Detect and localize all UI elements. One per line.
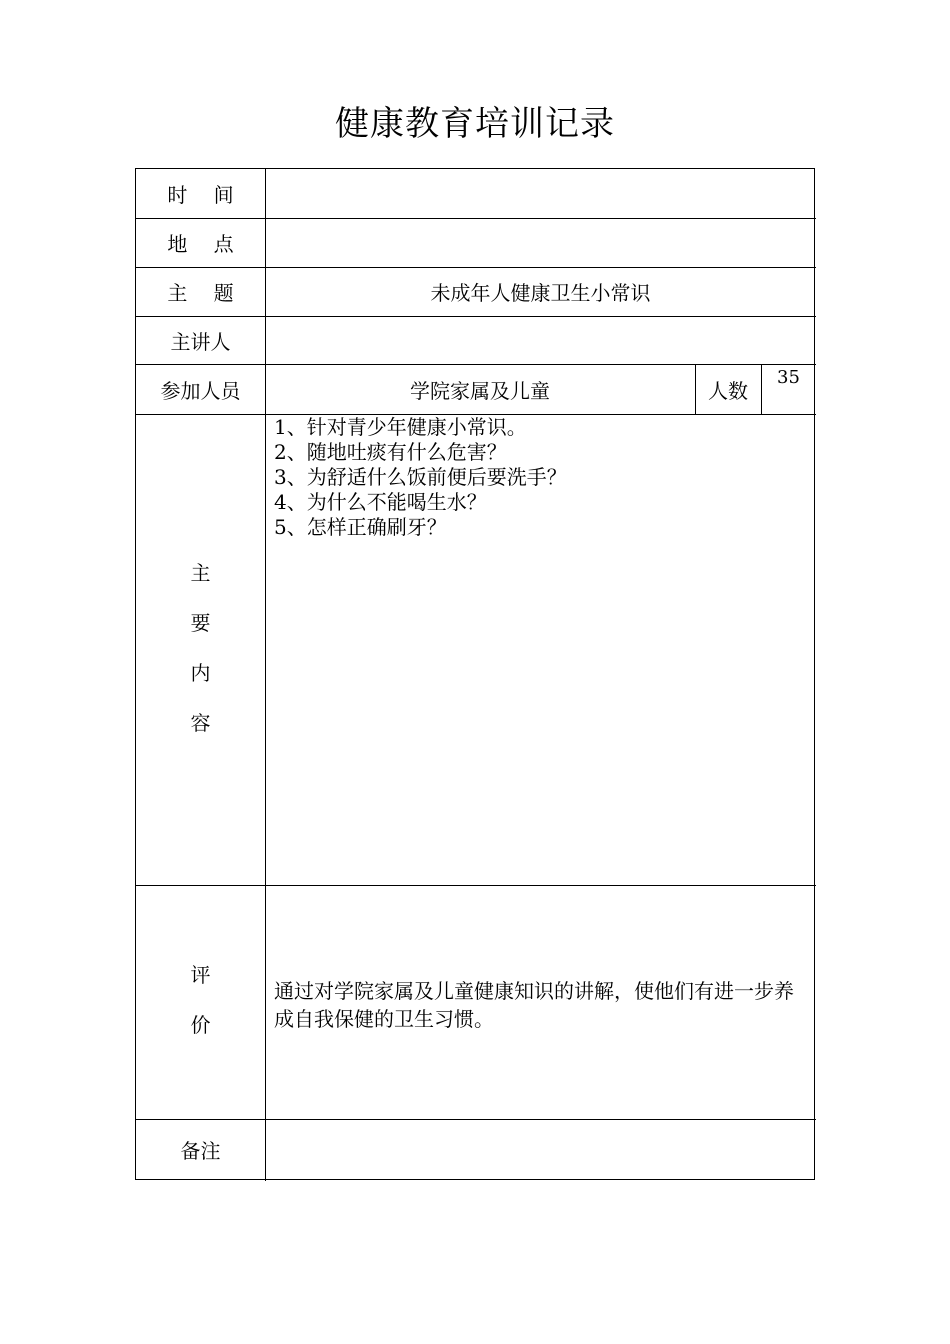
row-divider [136,885,816,886]
remarks-field[interactable] [265,1119,816,1179]
speaker-field[interactable] [265,316,816,364]
list-item: 4、为什么不能喝生水？ [274,490,487,514]
participants-field[interactable]: 学院家属及儿童 [410,378,550,403]
list-item: 2、随地吐痰有什么危害？ [274,440,507,464]
place-label: 地 点 [167,232,244,256]
content-label-char: 要 [190,611,211,635]
topic-label: 主 题 [167,281,244,305]
time-field[interactable] [265,169,816,218]
record-table [135,168,815,1180]
participants-label: 参加人员 [160,378,241,403]
count-field[interactable]: 35 [777,367,800,388]
list-item: 3、为舒适什么饭前便后要洗手？ [274,465,567,489]
topic-field[interactable]: 未成年人健康卫生小常识 [430,281,651,305]
content-label-char: 主 [190,561,211,585]
content-list[interactable] [274,415,804,540]
time-label: 时 间 [167,183,244,207]
evaluation-label-char: 价 [190,1013,211,1037]
page-title: 健康教育培训记录 [335,104,615,144]
evaluation-label-char: 评 [190,963,211,987]
content-label-char: 内 [190,661,211,685]
list-item: 1、针对青少年健康小常识。 [274,415,527,439]
evaluation-label [136,963,265,1063]
content-label-char: 容 [190,711,211,735]
speaker-label: 主讲人 [170,329,231,354]
list-item: 5、怎样正确刷牙？ [274,515,447,539]
evaluation-text[interactable]: 通过对学院家属及儿童健康知识的讲解，使他们有进一步养成自我保健的卫生习惯。 [274,979,794,1031]
content-label [136,561,265,761]
count-label: 人数 [708,378,748,403]
remarks-label: 备注 [180,1138,221,1163]
place-field[interactable] [265,218,816,267]
